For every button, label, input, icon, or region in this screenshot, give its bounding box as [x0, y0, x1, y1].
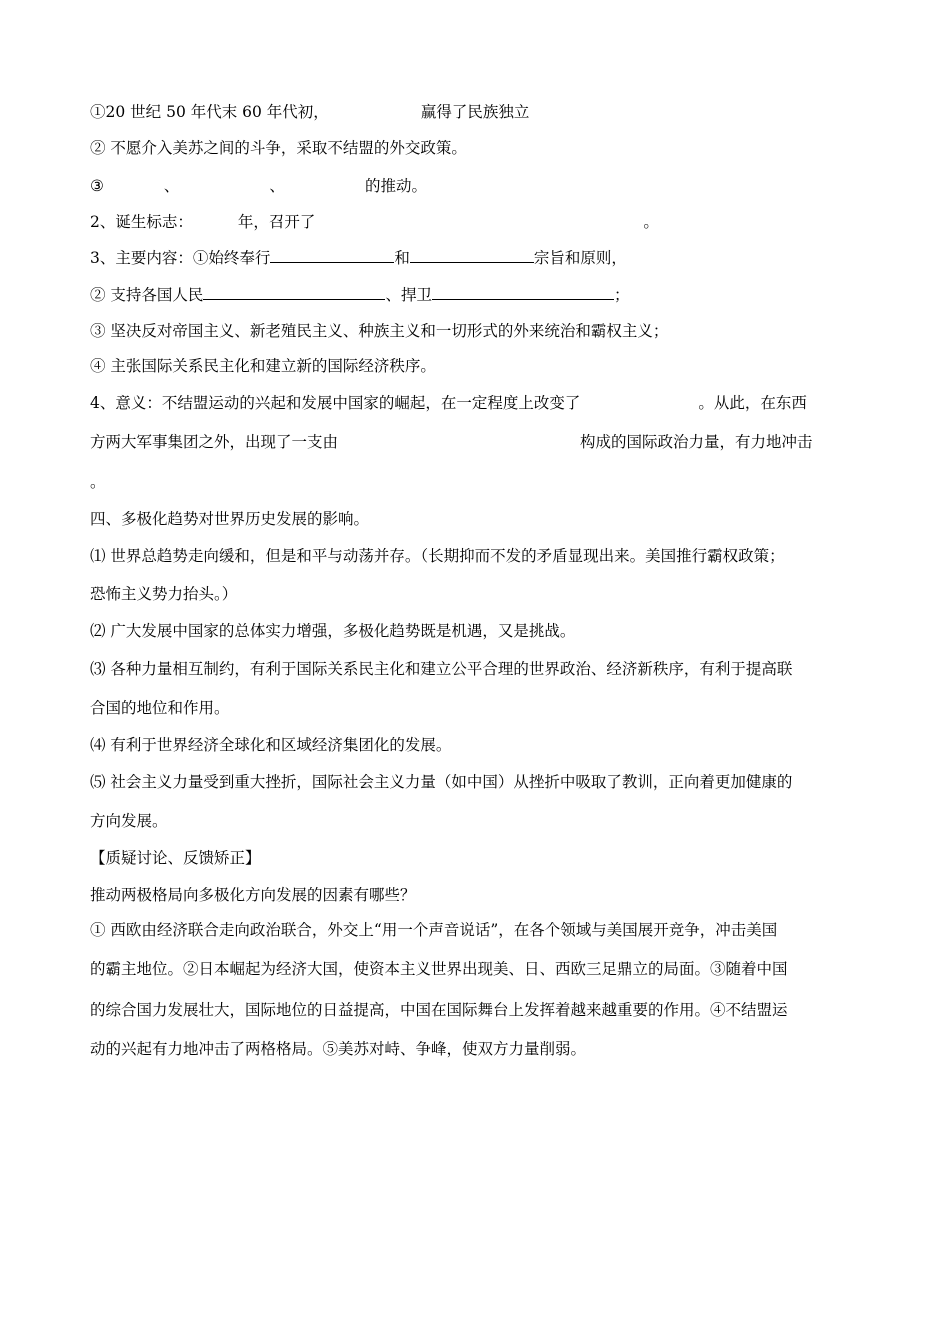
text-line-19: ⑸ 社会主义力量受到重大挫折，国际社会主义力量（如中国）从挫折中吸取了教训，正向着更加健康的: [90, 773, 793, 791]
blank-underline: [410, 248, 534, 263]
text-line-15: ⑵ 广大发展中国家的总体实力增强，多极化趋势既是机遇，又是挑战。: [90, 622, 576, 640]
text-line-10: 方两大军事集团之外，出现了一支由 构成的国际政治力量，有力地冲击: [90, 433, 813, 451]
section-heading: 四、多极化趋势对世界历史发展的影响。: [90, 510, 370, 528]
answer-line-3: 的综合国力发展壮大，国际地位的日益提高，中国在国际舞台上发挥着越来越重要的作用。④不结盟运: [90, 1001, 788, 1019]
text-line-9: 4、意义：不结盟运动的兴起和发展中国家的崛起，在一定程度上改变了 。从此，在东西: [90, 394, 807, 412]
text-line-4: 2、诞生标志： 年，召开了 。: [90, 213, 659, 231]
answer-line-1: ① 西欧由经济联合走向政治联合，外交上“用一个声音说话”，在各个领域与美国展开竞争，冲击美国: [90, 921, 778, 939]
section-heading-discussion: 【质疑讨论、反馈矫正】: [90, 849, 261, 867]
text-line-2: ② 不愿介入美苏之间的斗争，采取不结盟的外交政策。: [90, 139, 467, 157]
text-line-6: ② 支持各国人民 、捍卫 ；: [90, 286, 630, 304]
blank-underline: [432, 285, 614, 300]
text-line-20: 方向发展。: [90, 812, 168, 830]
blank-underline: [270, 248, 394, 263]
blank-underline: [203, 285, 385, 300]
text-line-14: 恐怖主义势力抬头。）: [90, 585, 238, 603]
answer-line-4: 动的兴起有力地冲击了两格格局。⑤美苏对峙、争峰，使双方力量削弱。: [90, 1040, 587, 1058]
text-line-5: 3、主要内容：①始终奉行 和 宗旨和原则，: [90, 249, 627, 267]
text-line-7: ③ 坚决反对帝国主义、新老殖民主义、种族主义和一切形式的外来统治和霸权主义；: [90, 322, 669, 340]
text-line-13: ⑴ 世界总趋势走向缓和，但是和平与动荡并存。（长期抑而不发的矛盾显现出来。美国推行霸权政策；: [90, 547, 785, 565]
text-line-1: ①20 世纪 50 年代末 60 年代初， 赢得了民族独立: [90, 103, 530, 121]
text-line-17: 合国的地位和作用。: [90, 699, 230, 717]
text-line-8: ④ 主张国际关系民主化和建立新的国际经济秩序。: [90, 357, 436, 375]
answer-line-2: 的霸主地位。②日本崛起为经济大国，使资本主义世界出现美、日、西欧三足鼎立的局面。③随着中国: [90, 960, 788, 978]
text-line-11: 。: [90, 473, 106, 491]
question-line: 推动两极格局向多极化方向发展的因素有哪些？: [90, 886, 416, 904]
text-line-3: ③ 、 、 的推动。: [90, 177, 427, 195]
text-line-16: ⑶ 各种力量相互制约，有利于国际关系民主化和建立公平合理的世界政治、经济新秩序，有利于提高联: [90, 660, 793, 678]
text-line-18: ⑷ 有利于世界经济全球化和区域经济集团化的发展。: [90, 736, 452, 754]
